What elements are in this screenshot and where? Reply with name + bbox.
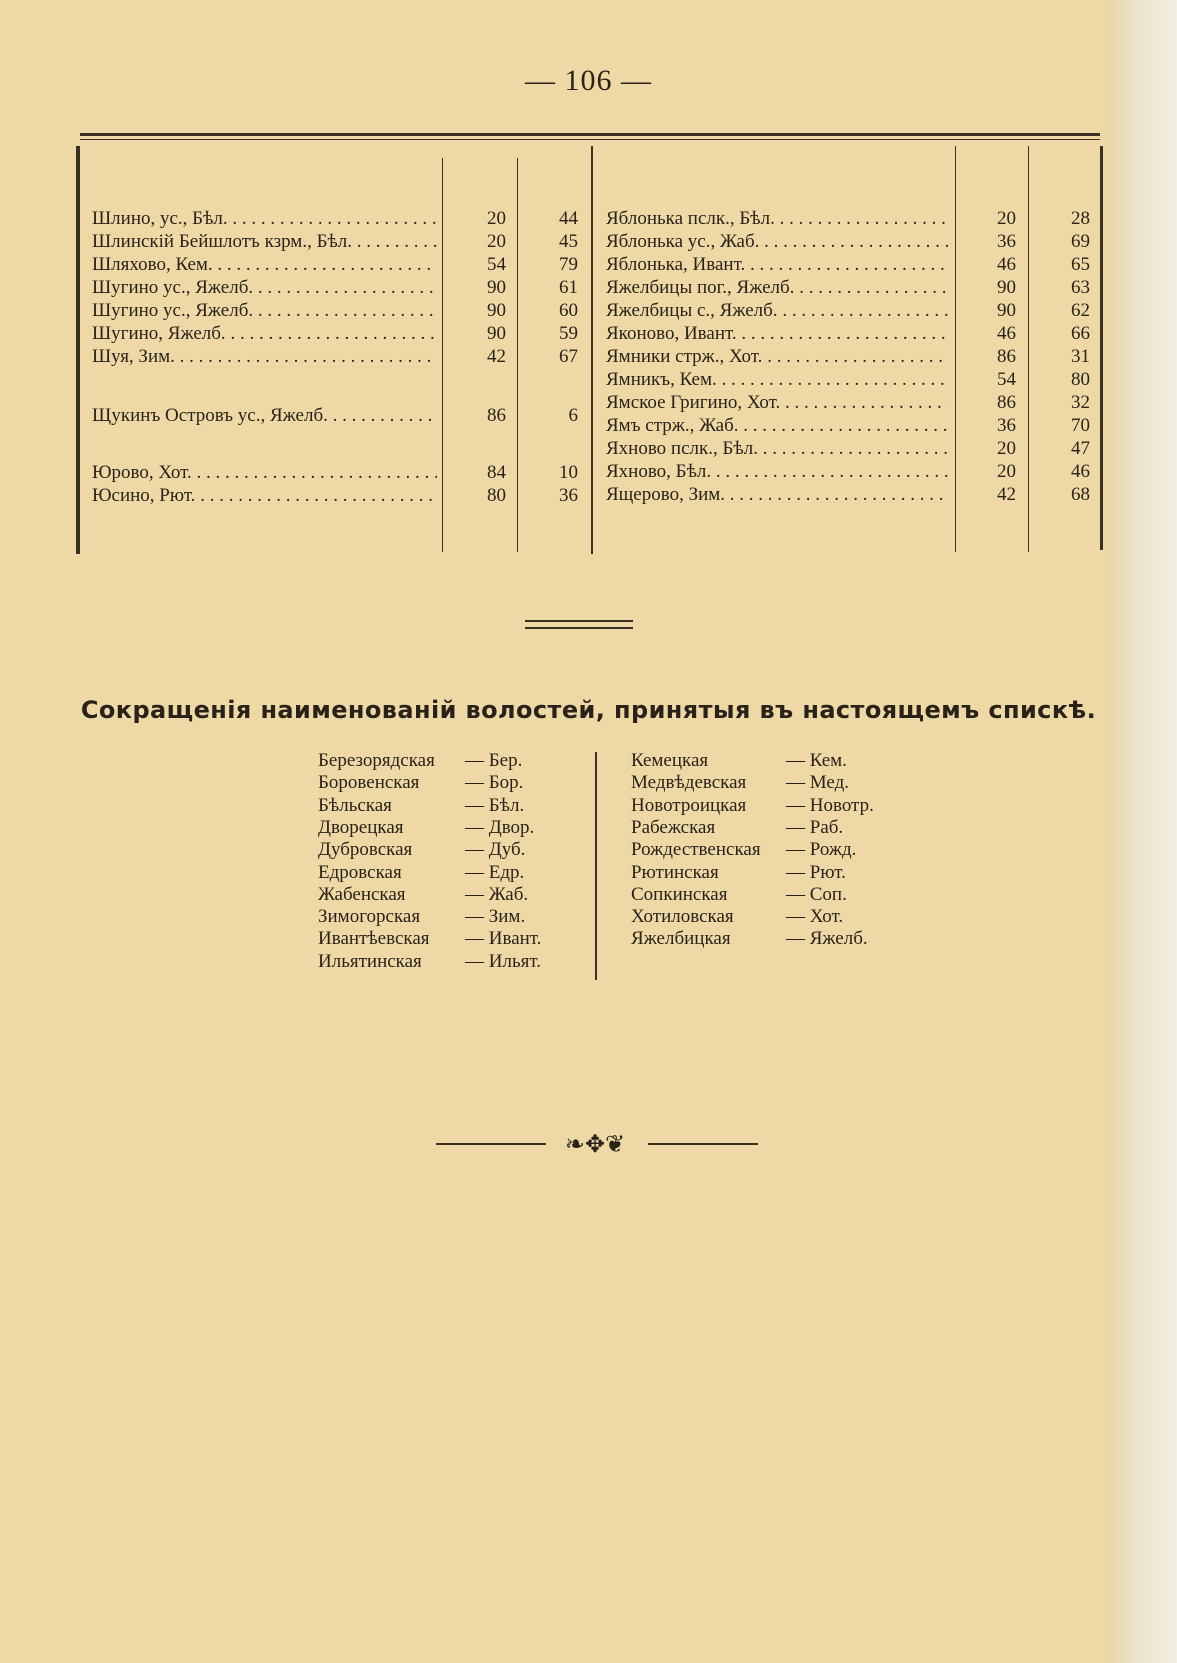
column-value-a: 20 (997, 208, 1016, 229)
page-edge (1107, 0, 1177, 1663)
place-name: Шугино ус., Яжелб. . . . (92, 300, 437, 322)
table-row (606, 415, 1090, 437)
place-name: Ямское Григино, Хот. . . . (606, 392, 948, 414)
volost-abbreviation: — Мед. (786, 772, 849, 794)
list-item (318, 928, 588, 950)
volost-full-name: Рютинская (631, 861, 719, 883)
list-item (631, 750, 901, 772)
column-value-b: 10 (559, 462, 578, 483)
table-row (606, 254, 1090, 276)
place-name: Яжелбицы с., Яжелб. . . . (606, 300, 948, 322)
volost-full-name: Ивантѣевская (318, 928, 430, 950)
column-value-a: 42 (997, 484, 1016, 505)
list-item (631, 862, 901, 884)
column-value-a: 80 (487, 485, 506, 506)
column-value-b: 63 (1071, 277, 1090, 298)
list-item (318, 884, 588, 906)
table-row (606, 461, 1090, 483)
column-value-b: 69 (1071, 231, 1090, 252)
volost-full-name: Боровенская (318, 772, 420, 794)
section-divider (525, 620, 633, 622)
table-row (92, 323, 578, 345)
volost-abbreviation: — Раб. (786, 816, 844, 838)
volost-full-name: Бѣльская (318, 794, 392, 816)
table-middle-rule (591, 146, 593, 554)
table-row (606, 323, 1090, 345)
column-value-a: 90 (487, 323, 506, 344)
abbr-divider (595, 752, 597, 980)
volost-abbreviation: — Жаб. (465, 883, 529, 905)
table-row (606, 231, 1090, 253)
volost-full-name: Сопкинская (631, 883, 728, 905)
table-row (92, 462, 578, 484)
table-row (606, 369, 1090, 391)
volost-abbreviation: — Новотр. (786, 794, 874, 816)
volost-full-name: Кемецкая (631, 750, 709, 771)
column-value-b: 65 (1071, 254, 1090, 275)
volost-abbreviation: — Бор. (465, 772, 524, 794)
column-value-a: 84 (487, 462, 506, 483)
place-name: Яблонька, Ивант. . . . (606, 254, 948, 276)
volost-full-name: Рабежская (631, 816, 716, 838)
list-item (631, 839, 901, 861)
table-row (606, 484, 1090, 506)
place-name: Ямъ стрж., Жаб. . . . (606, 415, 948, 437)
column-value-b: 45 (559, 231, 578, 252)
column-value-a: 36 (997, 231, 1016, 252)
column-value-b: 68 (1071, 484, 1090, 505)
volost-abbreviation: — Ивант. (465, 928, 542, 950)
column-value-b: 80 (1071, 369, 1090, 390)
list-item (631, 928, 901, 950)
volost-full-name: Рождественская (631, 839, 761, 861)
table-right-border (1100, 146, 1103, 550)
place-name: Яконово, Ивант. . . . (606, 323, 948, 345)
list-item (318, 906, 588, 928)
table-row (92, 208, 578, 230)
volost-full-name: Яжелбицкая (631, 928, 731, 950)
column-value-b: 62 (1071, 300, 1090, 321)
list-item (318, 795, 588, 817)
column-value-a: 54 (487, 254, 506, 275)
list-item (631, 884, 901, 906)
place-name: Шлинскій Бейшлотъ кзрм., Бѣл. . . . (92, 231, 437, 253)
abbreviations-title: Сокращенія наименованій волостей, принятыя въ настоящемъ спискѣ. (80, 696, 1097, 724)
volost-full-name: Новотроицкая (631, 794, 747, 816)
volost-abbreviation: — Хот. (786, 906, 844, 928)
place-name: Яжелбицы пог., Яжелб. . . . (606, 277, 948, 299)
place-name: Юсино, Рют. . . . (92, 485, 437, 507)
volost-full-name: Ильятинская (318, 950, 422, 972)
place-name: Ямникъ, Кем. . . . (606, 369, 948, 391)
table-row (606, 392, 1090, 414)
section-divider (525, 627, 633, 629)
column-value-b: 6 (568, 405, 578, 426)
column-value-a: 86 (997, 392, 1016, 413)
list-item (318, 817, 588, 839)
volost-abbreviation: — Яжелб. (786, 928, 868, 950)
column-value-b: 66 (1071, 323, 1090, 344)
column-value-a: 42 (487, 346, 506, 367)
list-item (318, 772, 588, 794)
volost-full-name: Дубровская (318, 839, 413, 861)
column-value-b: 46 (1071, 461, 1090, 482)
column-value-b: 67 (559, 346, 578, 367)
volost-abbreviation: — Бѣл. (465, 794, 525, 816)
column-value-a: 20 (487, 231, 506, 252)
ornament-line-left (436, 1143, 546, 1145)
volost-abbreviation: — Едр. (465, 861, 525, 883)
place-name: Щукинъ Островъ ус., Яжелб. . . . (92, 405, 437, 427)
table-left-border (76, 146, 80, 554)
list-item (318, 862, 588, 884)
column-value-b: 61 (559, 277, 578, 298)
table-row (92, 405, 578, 427)
place-name: Шлино, ус., Бѣл. . . . (92, 208, 437, 230)
volost-full-name: Зимогорская (318, 906, 421, 928)
volost-abbreviation: — Зим. (465, 906, 526, 928)
ornament-line-right (648, 1143, 758, 1145)
ornament-flourish-icon: ❧✥❦ (564, 1132, 626, 1158)
column-value-a: 86 (487, 405, 506, 426)
list-item (318, 951, 588, 973)
header-rule-thin (80, 139, 1100, 140)
column-value-a: 90 (487, 300, 506, 321)
volost-full-name: Медвѣдевская (631, 772, 747, 794)
column-value-a: 36 (997, 415, 1016, 436)
list-item (631, 795, 901, 817)
volost-full-name: Едровская (318, 861, 402, 883)
list-item (318, 750, 588, 772)
volost-abbreviation: — Бер. (465, 750, 523, 771)
list-item (318, 839, 588, 861)
table-row (92, 485, 578, 507)
volost-full-name: Хотиловская (631, 906, 734, 928)
column-value-a: 46 (997, 254, 1016, 275)
column-value-a: 20 (997, 438, 1016, 459)
column-value-b: 47 (1071, 438, 1090, 459)
column-value-a: 46 (997, 323, 1016, 344)
table-row (606, 277, 1090, 299)
column-value-a: 20 (487, 208, 506, 229)
volost-abbreviation: — Рют. (786, 861, 846, 883)
volost-full-name: Жабенская (318, 883, 406, 905)
table-row (92, 346, 578, 368)
place-name: Ящерово, Зим. . . . (606, 484, 948, 506)
column-value-b: 60 (559, 300, 578, 321)
table-row (606, 300, 1090, 322)
table-row (92, 254, 578, 276)
table-row (606, 438, 1090, 460)
place-name: Шугино ус., Яжелб. . . . (92, 277, 437, 299)
place-name: Яхново, Бѣл. . . . (606, 461, 948, 483)
header-rule (80, 133, 1100, 136)
column-value-a: 90 (997, 277, 1016, 298)
table-row (92, 277, 578, 299)
column-value-b: 59 (559, 323, 578, 344)
column-value-a: 86 (997, 346, 1016, 367)
table-row (606, 346, 1090, 368)
place-name: Шуя, Зим. . . . (92, 346, 437, 368)
column-value-b: 70 (1071, 415, 1090, 436)
volost-abbreviation: — Двор. (465, 816, 535, 838)
list-item (631, 906, 901, 928)
volost-abbreviation: — Дуб. (465, 839, 526, 861)
column-value-b: 79 (559, 254, 578, 275)
column-value-b: 36 (559, 485, 578, 506)
place-name: Яблонька ус., Жаб. . . . (606, 231, 948, 253)
place-name: Яхново пслк., Бѣл. . . . (606, 438, 948, 460)
column-value-a: 90 (997, 300, 1016, 321)
list-item (631, 772, 901, 794)
column-value-b: 44 (559, 208, 578, 229)
column-value-b: 31 (1071, 346, 1090, 367)
column-value-b: 32 (1071, 392, 1090, 413)
table-row (92, 300, 578, 322)
list-item (631, 817, 901, 839)
volost-abbreviation: — Кем. (786, 750, 847, 771)
volost-abbreviation: — Ильят. (465, 950, 541, 972)
column-value-b: 28 (1071, 208, 1090, 229)
ornament (0, 1130, 1177, 1160)
table-row (606, 208, 1090, 230)
place-name: Шугино, Яжелб. . . . (92, 323, 437, 345)
page-number: — 106 — (525, 64, 652, 97)
table-row (92, 231, 578, 253)
volost-abbreviation: — Соп. (786, 883, 847, 905)
place-name: Ямники стрж., Хот. . . . (606, 346, 948, 368)
place-name: Яблонька пслк., Бѣл. . . . (606, 208, 948, 230)
volost-full-name: Дворецкая (318, 816, 404, 838)
volost-full-name: Березорядская (318, 750, 435, 771)
column-value-a: 20 (997, 461, 1016, 482)
column-value-a: 90 (487, 277, 506, 298)
place-name: Шляхово, Кем. . . . (92, 254, 437, 276)
column-value-a: 54 (997, 369, 1016, 390)
volost-abbreviation: — Рожд. (786, 839, 857, 861)
place-name: Юрово, Хот. . . . (92, 462, 437, 484)
